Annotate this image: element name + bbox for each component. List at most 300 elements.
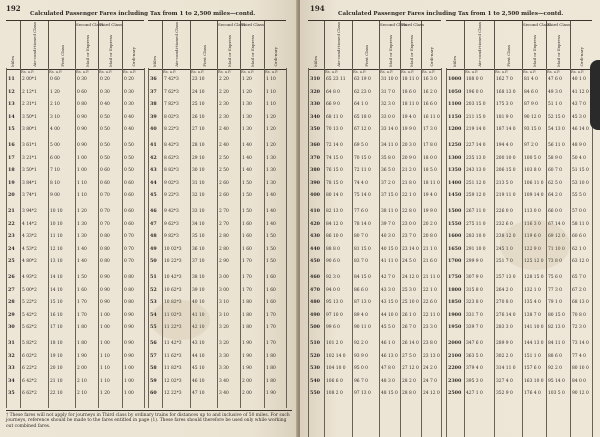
row-fare: 141 10 0 xyxy=(524,325,544,331)
row-fare: 0 60 xyxy=(100,180,110,186)
row-fare: 6 02*2 xyxy=(22,353,37,359)
row-fare: 363 5 0 xyxy=(466,353,483,359)
row-miles: 43 xyxy=(150,167,157,174)
row-fare: 291 10 0 xyxy=(466,246,486,252)
row-fare: 60 6 0 xyxy=(572,234,586,240)
row-fare: 7 62*3 xyxy=(164,89,179,95)
row-fare: 1 20 xyxy=(242,77,252,82)
table-row xyxy=(6,353,144,360)
units-label: Rs. a.P. xyxy=(191,70,204,74)
row-fare: 1 40 xyxy=(266,209,276,214)
header-cell xyxy=(190,21,218,69)
row-fare: 2 70 xyxy=(219,209,229,214)
row-fare: 28 10 xyxy=(192,143,205,148)
units-label: Rs. a.P. xyxy=(163,70,176,74)
row-fare: 2 10 xyxy=(50,102,60,108)
row-fare: 1 90 xyxy=(242,353,252,359)
row-fare: 1 60 xyxy=(77,287,87,293)
table-row xyxy=(446,101,592,108)
row-fare: 1 20 xyxy=(100,391,110,397)
table-row xyxy=(308,221,441,228)
header-third-class: Third Class xyxy=(547,22,571,27)
units-label: Rs. a.P. xyxy=(218,70,231,74)
row-fare: 3 40 xyxy=(219,391,229,397)
row-miles: 510 xyxy=(310,340,321,346)
row-fare: 20 8 0 xyxy=(423,234,437,240)
header-cell xyxy=(240,21,265,69)
row-fare: 100 5 0 xyxy=(524,155,541,161)
row-fare: 2 70 xyxy=(219,221,229,227)
header-cell xyxy=(217,21,241,69)
row-fare: 84 6 0 xyxy=(524,89,538,95)
table-row xyxy=(148,390,286,397)
row-fare: 1 80 xyxy=(242,300,252,306)
row-fare: 66 9 0 xyxy=(326,102,340,108)
row-fare: 0 90 xyxy=(100,300,110,306)
table-row xyxy=(148,353,286,360)
row-fare: 2 00 xyxy=(242,378,252,384)
row-fare: 34 10 xyxy=(192,221,205,227)
table-row xyxy=(446,142,592,149)
row-fare: 1 00 xyxy=(100,312,110,318)
row-fare: 103 8 0 xyxy=(524,168,541,174)
row-fare: 1 30 xyxy=(77,234,87,240)
row-miles: 330 xyxy=(310,101,321,108)
row-fare: 58 9 0 xyxy=(548,155,562,161)
row-fare: 1 00 xyxy=(77,155,87,161)
header-cell xyxy=(494,21,523,69)
row-fare: 2 31*1 xyxy=(22,102,37,108)
row-fare: 211 15 0 xyxy=(466,114,486,120)
row-fare: 2 10 xyxy=(77,391,87,397)
row-miles: 480 xyxy=(310,299,321,306)
header-cell xyxy=(48,21,76,69)
row-fare: 24 10 xyxy=(192,89,205,95)
header-cell xyxy=(148,21,162,69)
row-miles: 470 xyxy=(310,286,321,293)
row-fare: 18 10 xyxy=(50,341,63,346)
row-fare: 2 80 xyxy=(219,246,229,252)
row-fare: 0 90 xyxy=(100,275,110,280)
table-row xyxy=(148,378,286,385)
row-fare: 10 02*3 xyxy=(164,246,182,252)
row-fare: 62 1 0 xyxy=(572,246,586,252)
row-fare: 65 7 0 xyxy=(572,275,586,280)
table-row xyxy=(308,192,441,199)
row-fare: 106 11 0 xyxy=(524,180,544,186)
units-label: Rs. a.P. xyxy=(21,70,34,74)
table-row xyxy=(148,221,286,228)
table-row xyxy=(308,233,441,240)
table-row xyxy=(6,208,144,215)
row-fare: 3 94*2 xyxy=(22,209,37,214)
row-fare: 47 10 xyxy=(192,391,205,397)
row-fare: 67 14 0 xyxy=(548,221,565,227)
column-rule xyxy=(441,68,442,437)
row-fare: 18 6 0 xyxy=(402,89,416,95)
header-second-class: Second Class xyxy=(76,22,103,27)
row-fare: 307 9 0 xyxy=(466,275,483,280)
row-fare: 62 5 0 xyxy=(548,180,562,186)
row-fare: 251 12 0 xyxy=(466,180,486,186)
row-fare: 1 20 xyxy=(50,89,60,95)
row-fare: 1 80 xyxy=(77,341,87,346)
row-miles: 14 xyxy=(8,113,15,120)
row-miles: 430 xyxy=(310,233,321,240)
row-fare: 0 50 xyxy=(100,155,110,161)
row-fare: 67 2 0 xyxy=(572,287,586,293)
row-fare: 20 10 xyxy=(50,366,63,372)
row-fare: 72 11 0 xyxy=(354,168,371,174)
column-rule xyxy=(286,68,287,408)
row-fare: 347 6 0 xyxy=(466,341,483,346)
row-fare: 1 30 xyxy=(266,180,276,186)
row-fare: 81 15 0 xyxy=(354,246,371,252)
row-fare: 42 7 0 xyxy=(381,275,395,280)
table-row xyxy=(308,114,441,121)
header-second-mail: Mail or Express xyxy=(84,34,90,67)
row-miles: 410 xyxy=(310,208,321,214)
row-fare: 43 10 xyxy=(192,341,205,346)
table-header xyxy=(6,20,144,70)
row-miles: 320 xyxy=(310,88,321,95)
row-fare: 24 12 0 xyxy=(423,391,440,397)
header-air-conditioned: Air-condi-tioned Class xyxy=(476,22,482,67)
row-fare: 21 8 0 xyxy=(402,180,416,186)
row-fare: 1 70 xyxy=(266,312,276,318)
row-fare: 2 40 xyxy=(219,127,229,133)
row-miles: 400 xyxy=(310,192,321,199)
header-cell xyxy=(122,21,145,69)
row-fare: 7 10 xyxy=(50,168,60,174)
row-fare: 38 11 0 xyxy=(381,209,398,214)
torn-page-edge xyxy=(590,60,600,130)
row-miles: 59 xyxy=(150,377,157,384)
row-fare: 9 42*3 xyxy=(164,209,179,214)
row-fare: 1 20 xyxy=(242,89,252,95)
row-fare: 135 4 0 xyxy=(524,300,541,306)
row-miles: 350 xyxy=(310,126,321,133)
row-fare: 187 14 0 xyxy=(496,127,516,133)
table-header xyxy=(446,20,592,70)
row-fare: 97 10 0 xyxy=(326,312,343,318)
row-miles: 2300 xyxy=(448,377,462,384)
row-fare: 69 12 0 xyxy=(548,234,565,240)
row-fare: 70 15 0 xyxy=(354,155,371,161)
row-fare: 71 10 0 xyxy=(548,246,565,252)
row-fare: 1 00 xyxy=(100,325,110,331)
row-miles: 48 xyxy=(150,233,157,240)
row-fare: 36 5 0 xyxy=(381,168,395,174)
row-fare: 1 30 xyxy=(242,114,252,120)
row-fare: 95 0 0 xyxy=(354,366,368,372)
row-fare: 26 1 0 xyxy=(402,312,416,318)
row-fare: 92 2 0 xyxy=(354,341,368,346)
row-fare: 5 00 xyxy=(50,143,60,148)
table-row xyxy=(308,324,441,331)
table-row xyxy=(148,233,286,240)
row-fare: 89 4 0 xyxy=(354,312,368,318)
row-miles: 11 xyxy=(8,76,15,82)
table-row xyxy=(6,246,144,253)
row-fare: 42 10 xyxy=(192,325,205,331)
row-fare: 74 4 0 xyxy=(354,180,368,186)
row-fare: 21 11 0 xyxy=(423,275,440,280)
row-fare: 15 10 xyxy=(50,300,63,306)
table-row xyxy=(308,353,441,360)
row-miles: 41 xyxy=(150,142,157,148)
header-cell xyxy=(6,21,20,69)
row-fare: 66 0 0 xyxy=(548,209,562,214)
row-fare: 23 7 0 xyxy=(402,234,416,240)
row-fare: 108 2 0 xyxy=(326,391,343,397)
row-fare: 219 14 0 xyxy=(466,127,486,133)
row-fare: 65 18 0 xyxy=(354,114,371,120)
row-fare: 76 15 0 xyxy=(326,168,343,174)
row-fare: 25 10 xyxy=(192,102,205,108)
row-fare: 1 40 xyxy=(242,168,252,174)
header-first-class: First Class xyxy=(59,45,65,67)
row-fare: 11 62*3 xyxy=(164,353,182,359)
row-fare: 19 9 0 xyxy=(402,127,416,133)
units-label: Rs. a.P. xyxy=(353,70,366,74)
left-page xyxy=(0,0,298,437)
row-fare: 19 4 0 xyxy=(402,114,416,120)
row-fare: 86 6 0 xyxy=(354,287,368,293)
row-fare: 0 30 xyxy=(124,102,134,108)
row-fare: 0 20 xyxy=(124,77,134,82)
row-fare: 4 93*2 xyxy=(22,275,37,280)
header-second-class: Second Class xyxy=(523,22,550,27)
row-fare: 70 13 0 xyxy=(326,127,343,133)
row-fare: 0 70 xyxy=(124,246,134,252)
row-miles: 380 xyxy=(310,167,321,174)
row-miles: 340 xyxy=(310,113,321,120)
row-fare: 181 9 0 xyxy=(496,114,513,120)
row-miles: 1900 xyxy=(448,311,462,318)
row-fare: 14 10 xyxy=(50,287,63,293)
row-fare: 26 7 0 xyxy=(402,325,416,331)
row-miles: 1400 xyxy=(448,179,462,186)
row-miles: 1600 xyxy=(448,233,462,240)
row-fare: 24 2 0 xyxy=(423,366,437,372)
row-fare: 33 0 0 xyxy=(381,114,395,120)
table-row xyxy=(308,340,441,347)
row-fare: 23 13 0 xyxy=(423,353,440,359)
row-fare: 1 40 xyxy=(77,246,87,252)
row-fare: 2 40 xyxy=(219,143,229,148)
row-fare: 1 40 xyxy=(266,221,276,227)
row-fare: 8 62*3 xyxy=(164,155,179,161)
row-fare: 113 0 0 xyxy=(524,209,541,214)
row-fare: 35 8 0 xyxy=(381,155,395,161)
row-fare: 1 90 xyxy=(77,353,87,359)
table-row xyxy=(148,167,286,174)
row-fare: 25 3 0 xyxy=(402,287,416,293)
row-fare: 48 15 0 xyxy=(381,391,398,397)
table-row xyxy=(446,192,592,199)
table-header xyxy=(308,20,441,70)
units-label: Rs. a.P. xyxy=(99,70,112,74)
row-fare: 94 0 0 xyxy=(326,287,340,293)
row-fare: 1 60 xyxy=(266,300,276,306)
row-fare: 6 62*2 xyxy=(22,391,37,397)
row-fare: 1 10 xyxy=(266,89,276,95)
row-fare: 12 02*3 xyxy=(164,378,182,384)
row-fare: 427 1 0 xyxy=(466,391,483,397)
header-second-mail: Mail or Express xyxy=(226,34,232,67)
header-cell xyxy=(464,21,495,69)
row-miles: 32 xyxy=(8,352,15,359)
row-miles: 360 xyxy=(310,142,321,148)
header-miles: Miles xyxy=(451,55,457,67)
row-miles: 56 xyxy=(150,340,157,346)
row-fare: 12 10 xyxy=(50,246,63,252)
table-row xyxy=(6,365,144,372)
row-fare: 11 82*3 xyxy=(164,366,182,372)
row-fare: 40 1 0 xyxy=(572,77,586,82)
row-fare: 226 0 0 xyxy=(496,209,513,214)
row-miles: 310 xyxy=(310,76,321,82)
row-fare: 0 80 xyxy=(100,234,110,240)
row-fare: 0 50 xyxy=(124,168,134,174)
row-fare: 35 10 xyxy=(192,234,205,240)
row-miles: 44 xyxy=(150,179,157,186)
row-fare: 1 20 xyxy=(266,114,276,120)
row-miles: 28 xyxy=(8,299,15,306)
header-second-mail: Mail or Express xyxy=(387,34,393,67)
row-fare: 14 10 xyxy=(50,275,63,280)
row-fare: 213 5 0 xyxy=(496,180,513,186)
row-fare: 2 10 xyxy=(77,378,87,384)
table-row xyxy=(6,142,144,149)
row-fare: 102 14 0 xyxy=(326,353,346,359)
row-fare: 0 80 xyxy=(100,246,110,252)
table-row xyxy=(446,114,592,121)
row-fare: 90 11 0 xyxy=(354,325,371,331)
row-fare: 10 42*3 xyxy=(164,275,182,280)
row-fare: 1 50 xyxy=(242,209,252,214)
row-fare: 83 7 0 xyxy=(354,259,368,265)
units-label: Rs. a.P. xyxy=(523,70,536,74)
header-third-ordinary: Ordi-nary xyxy=(578,47,584,67)
row-fare: 144 13 0 xyxy=(524,341,544,346)
row-fare: 132 1 0 xyxy=(524,287,541,293)
row-fare: 10 22*3 xyxy=(164,259,182,265)
row-fare: 18 5 0 xyxy=(423,168,437,174)
row-fare: 20 9 0 xyxy=(402,155,416,161)
column-rule xyxy=(144,68,145,408)
header-cell xyxy=(446,21,464,69)
table-row xyxy=(6,233,144,240)
row-fare: 1 70 xyxy=(242,287,252,293)
row-fare: 18 11 0 xyxy=(423,180,440,186)
row-fare: 0 60 xyxy=(124,193,134,199)
row-miles: 24 xyxy=(8,245,15,252)
row-fare: 3 00 xyxy=(219,275,229,280)
units-label: Rs. a.P. xyxy=(401,70,414,74)
row-fare: 1 00 xyxy=(77,168,87,174)
table-row xyxy=(148,208,286,215)
row-miles: 1150 xyxy=(448,113,462,120)
row-fare: 69 5 0 xyxy=(354,143,368,148)
row-fare: 88 6 0 xyxy=(548,353,562,359)
row-fare: 31 10 xyxy=(192,180,205,186)
row-fare: 1 60 xyxy=(242,221,252,227)
row-fare: 24 5 0 xyxy=(402,259,416,265)
row-fare: 75 6 0 xyxy=(548,275,562,280)
row-fare: 3 74*1 xyxy=(22,193,37,199)
table-row xyxy=(308,76,441,83)
row-fare: 18 11 0 xyxy=(402,77,419,82)
row-miles: 42 xyxy=(150,154,157,161)
row-fare: 1 80 xyxy=(266,353,276,359)
row-fare: 109 14 0 xyxy=(524,193,544,199)
row-fare: 1 80 xyxy=(242,312,252,318)
row-miles: 390 xyxy=(310,179,321,186)
row-fare: 5 42*2 xyxy=(22,312,37,318)
row-fare: 64 1 0 xyxy=(354,102,368,108)
header-third-class: Third Class xyxy=(241,22,265,27)
row-miles: 55 xyxy=(150,324,157,331)
table-row xyxy=(308,208,441,215)
row-fare: 82 13 0 xyxy=(548,325,565,331)
table-row xyxy=(308,180,441,187)
row-miles: 29 xyxy=(8,311,15,318)
paper-stain xyxy=(500,220,570,270)
units-label: Rs. a.P. xyxy=(380,70,393,74)
header-third-class: Third Class xyxy=(401,22,425,27)
header-cell xyxy=(400,21,425,69)
row-fare: 270 8 0 xyxy=(496,300,513,306)
table-row xyxy=(308,299,441,306)
table-row xyxy=(308,101,441,108)
table-row xyxy=(6,101,144,108)
row-fare: 23 8 0 xyxy=(423,341,437,346)
header-cell xyxy=(421,21,442,69)
row-fare: 22 8 0 xyxy=(402,209,416,214)
row-fare: 56 11 0 xyxy=(548,143,565,148)
row-miles: 45 xyxy=(150,192,157,199)
table-row xyxy=(6,114,144,121)
row-miles: 12 xyxy=(8,88,15,95)
table-row xyxy=(308,258,441,265)
row-fare: 157 6 0 xyxy=(524,366,541,372)
row-fare: 1 40 xyxy=(242,155,252,161)
units-label: Rs. a.P. xyxy=(49,70,62,74)
row-fare: 4 00 xyxy=(50,127,60,133)
row-miles: 57 xyxy=(150,352,157,359)
table-row xyxy=(6,299,144,306)
row-fare: 92 3 0 xyxy=(326,275,340,280)
row-fare: 27 12 0 xyxy=(402,366,419,372)
row-fare: 44 10 xyxy=(192,353,205,359)
row-fare: 48 9 0 xyxy=(572,143,586,148)
row-fare: 87 9 0 xyxy=(524,102,538,108)
row-fare: 41 12 0 xyxy=(572,89,589,95)
header-first-class: First Class xyxy=(363,45,369,67)
table-row xyxy=(6,76,144,83)
row-miles: 36 xyxy=(150,76,157,82)
row-miles: 49 xyxy=(150,245,157,252)
row-fare: 97 2 0 xyxy=(524,143,538,148)
row-fare: 9 82*3 xyxy=(164,234,179,240)
row-fare: 17 3 0 xyxy=(423,127,437,133)
table-row xyxy=(6,324,144,331)
row-fare: 1 20 xyxy=(266,143,276,148)
header-third-ordinary: Ordi-nary xyxy=(130,47,136,67)
row-fare: 1 30 xyxy=(242,127,252,133)
